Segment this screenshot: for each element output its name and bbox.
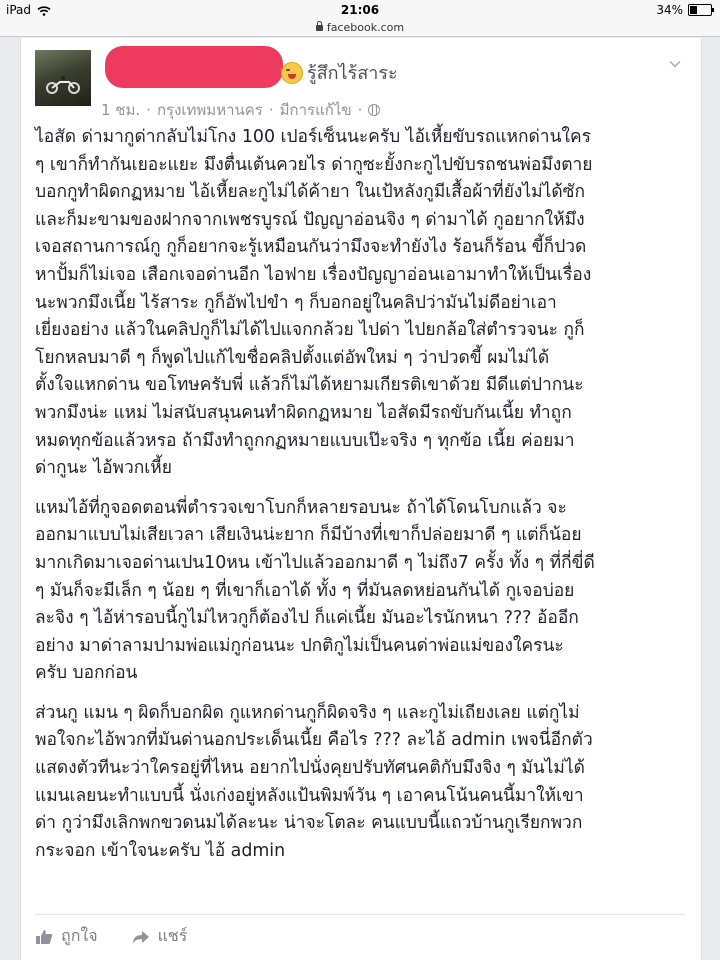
share-button[interactable] <box>132 924 188 949</box>
post-text-line: ออกมาแบบไม่เสียเวลา เสียเงินน่ะยาก ก็มีบ้างที่เขาก็ปล่อยมาดี ๆ แต่ก็น้อย <box>35 525 582 546</box>
meta-separator: · <box>268 101 274 119</box>
post-text-line: กระจอก เข้าใจนะครับ ไอ้ admin <box>35 840 286 861</box>
battery-percent: 34% <box>656 3 683 17</box>
battery-fill <box>690 6 697 14</box>
post-paragraph <box>35 495 687 688</box>
edited-label[interactable]: มีการแก้ไข <box>279 101 352 119</box>
emoji-icon <box>281 62 303 84</box>
like-label: ถูกใจ <box>61 926 98 945</box>
url-text[interactable]: facebook.com <box>326 20 405 34</box>
post-paragraph <box>35 700 687 866</box>
feeling <box>281 58 398 87</box>
post-text-line: อย่าง มาด่าลามปามพ่อแม่กูก่อนนะ ปกติกูไม่เป็นคนด่าพ่อแม่ของใครนะ <box>35 635 564 656</box>
post-text-line: ส่วนกู แมน ๆ ผิดก็บอกผิด กูแหกด่านกูก็ผิดจริง ๆ และกูไม่เถียงเลย แต่กูไม่ <box>35 702 580 723</box>
post-text-line: ละจิง ๆ ไอ้ห่ารอบนี้กูไม่ไหวกูก็ต้องไป ก็แค่เนี้ย มันอะไรนักหนา ??? อ้ออีก <box>35 608 579 629</box>
feeling-text: รู้สึกไร้สาระ <box>307 63 398 84</box>
address-bar[interactable] <box>0 20 720 37</box>
post-text-line: ตั้งใจแหกด่าน ขอโทษครับพี่ แล้วก็ไม่ได้หยามเกียรติเขาด้วย มีดีแต่ปากนะ <box>35 375 584 396</box>
status-right <box>656 3 712 17</box>
meta-separator: · <box>146 101 151 119</box>
post-card <box>20 38 702 960</box>
post-text-line: แสดงตัวทีนะว่าใครอยู่ที่ไหน อยากไปนั่งคุยปรับทัศนคติกับมึงจิง ๆ มันไม่ได้ <box>35 758 585 779</box>
post-text-line: โยกหลบมาดี ๆ ก็พูดไปแก้ไขชื่อคลิปตั้งแต่อัพใหม่ ๆ ว่าปวดขี้ ผมไม่ได้ <box>35 347 550 368</box>
motorcycle-icon <box>45 76 81 94</box>
post-text-line: นะพวกมึงเนี้ย ไร้สาระ กูก็อัพไปขำ ๆ ก็บอกอยู่ในคลิปว่ามันไม่ดีอย่าเอา <box>35 292 557 313</box>
post-text-line: แมนเลยนะทำแบบนี้ นั่งเก่งอยู่หลังแป้นพิมพ์วัน ๆ เอาคนโน้นคนนี้มาให้เขา <box>35 785 584 806</box>
thumbs-up-icon <box>35 929 53 945</box>
post-text-line: บอกกูทำผิดกฏหมาย ไอ้เหี้ยละกูไม่ได้ค้ายา ในเป้หลังกูมีเสื้อผ้าที่ยังไม่ได้ซัก <box>35 182 585 203</box>
clock: 21:06 <box>340 3 380 17</box>
post-meta <box>101 98 380 122</box>
post-text-line: ด่ากูนะ ไอ้พวกเหี้ย <box>35 458 172 479</box>
post-text-line: หมดทุกข้อแล้วหรอ ถ้ามึงทำถูกกฏหมายแบบเป๊ะจริง ๆ ทุกข้อ เนี้ย ค่อยมา <box>35 430 575 451</box>
post-paragraph <box>35 124 687 483</box>
redacted-name <box>105 46 283 88</box>
share-label: แชร์ <box>157 926 188 945</box>
device-label: iPad <box>6 3 32 17</box>
battery-icon <box>688 4 712 16</box>
chevron-down-icon[interactable] <box>669 58 681 70</box>
post-text-line: ด่า กูว่ามึงเลิกพกขวดนมได้ละนะ น่าจะโตละ คนแบบนี้แถวบ้านกูเรียกพวก <box>35 813 583 834</box>
post-header <box>35 50 685 119</box>
post-location[interactable]: กรุงเทพมหานคร <box>156 101 263 119</box>
post-text-line: พวกมึงน่ะ แหม่ ไม่สนับสนุนคนทำผิดกฏหมาย ไอสัดมีรถขับกันเนี้ย ทำถูก <box>35 402 572 423</box>
meta-separator: · <box>357 101 363 119</box>
post-text-line: ๆ มันก็จะมีเล็ก ๆ น้อย ๆ ที่เขาก็เอาได้ ทั้ง ๆ ที่มันลดหย่อนกันได้ กูเจอบ่อย <box>35 580 575 601</box>
post-text-line: พอใจกะไอ้พวกที่มันด่านอกประเด็นเนี้ย คือไร ??? ละไอ้ admin เพจนี่อีกตัว <box>35 730 593 751</box>
post-text-line: เจอสถานการณ์กู กูก็อยากจะรู้เหมือนกันว่ามึงจะทำยังไง ร้อนก็ร้อน ขี้ก็ปวด <box>35 237 587 258</box>
lock-icon <box>316 25 323 31</box>
post-text-line: เยี่ยงอย่าง แล้วในคลิปกูก็ไม่ได้ไปแจกกล้วย ไปด่า ไปยกล้อใส่ตำรวจนะ กูก็ <box>35 320 585 341</box>
post-text-line: หาปั้มก็ไม่เจอ เสือกเจอด่านอีก ไอฟาย เรื่องปัญญาอ่อนเอามาทำให้เป็นเรื่อง <box>35 264 592 285</box>
post-time[interactable]: 1 ชม. <box>101 101 141 119</box>
post-text-line: และก็มะขามของฝากจากเพชรบูรณ์ ปัญญาอ่อนจิง ๆ ด่ามาได้ กูอยากให้มึง <box>35 209 585 230</box>
avatar[interactable] <box>35 50 91 106</box>
post-text-line: แหมไอ้ที่กูจอดตอนพี่ตำรวจเขาโบกก็หลายรอบนะ ถ้าได้โดนโบกแล้ว จะ <box>35 497 567 518</box>
post-actions <box>35 924 187 949</box>
post-text-line: ๆ เขาก็ทำกันเยอะแยะ มึงตื่นเต้นควยไร ด่ากูซะยั้งกะกูไปขับรถชนพ่อมึงตาย <box>35 154 593 175</box>
like-button[interactable] <box>35 924 98 949</box>
globe-icon <box>368 104 380 116</box>
divider <box>35 914 685 915</box>
post-text-line: มากเกิดมาเจอด่านเปน10หน เข้าไปแล้วออกมาดี ๆ ไม่ถึง7 ครั้ง ทั้ง ๆ ที่กี่ขี่ดี <box>35 552 595 573</box>
post-body <box>35 124 687 877</box>
post-text-line: ไอสัด ด่ามากูด่ากลับไม่โกง 100 เปอร์เซ็นนะครับ ไอ้เหี้ยขับรถแหกด่านใคร <box>35 127 591 147</box>
share-arrow-icon <box>132 929 150 945</box>
post-text-line: ครับ บอกก่อน <box>35 663 138 684</box>
status-bar <box>0 0 720 20</box>
